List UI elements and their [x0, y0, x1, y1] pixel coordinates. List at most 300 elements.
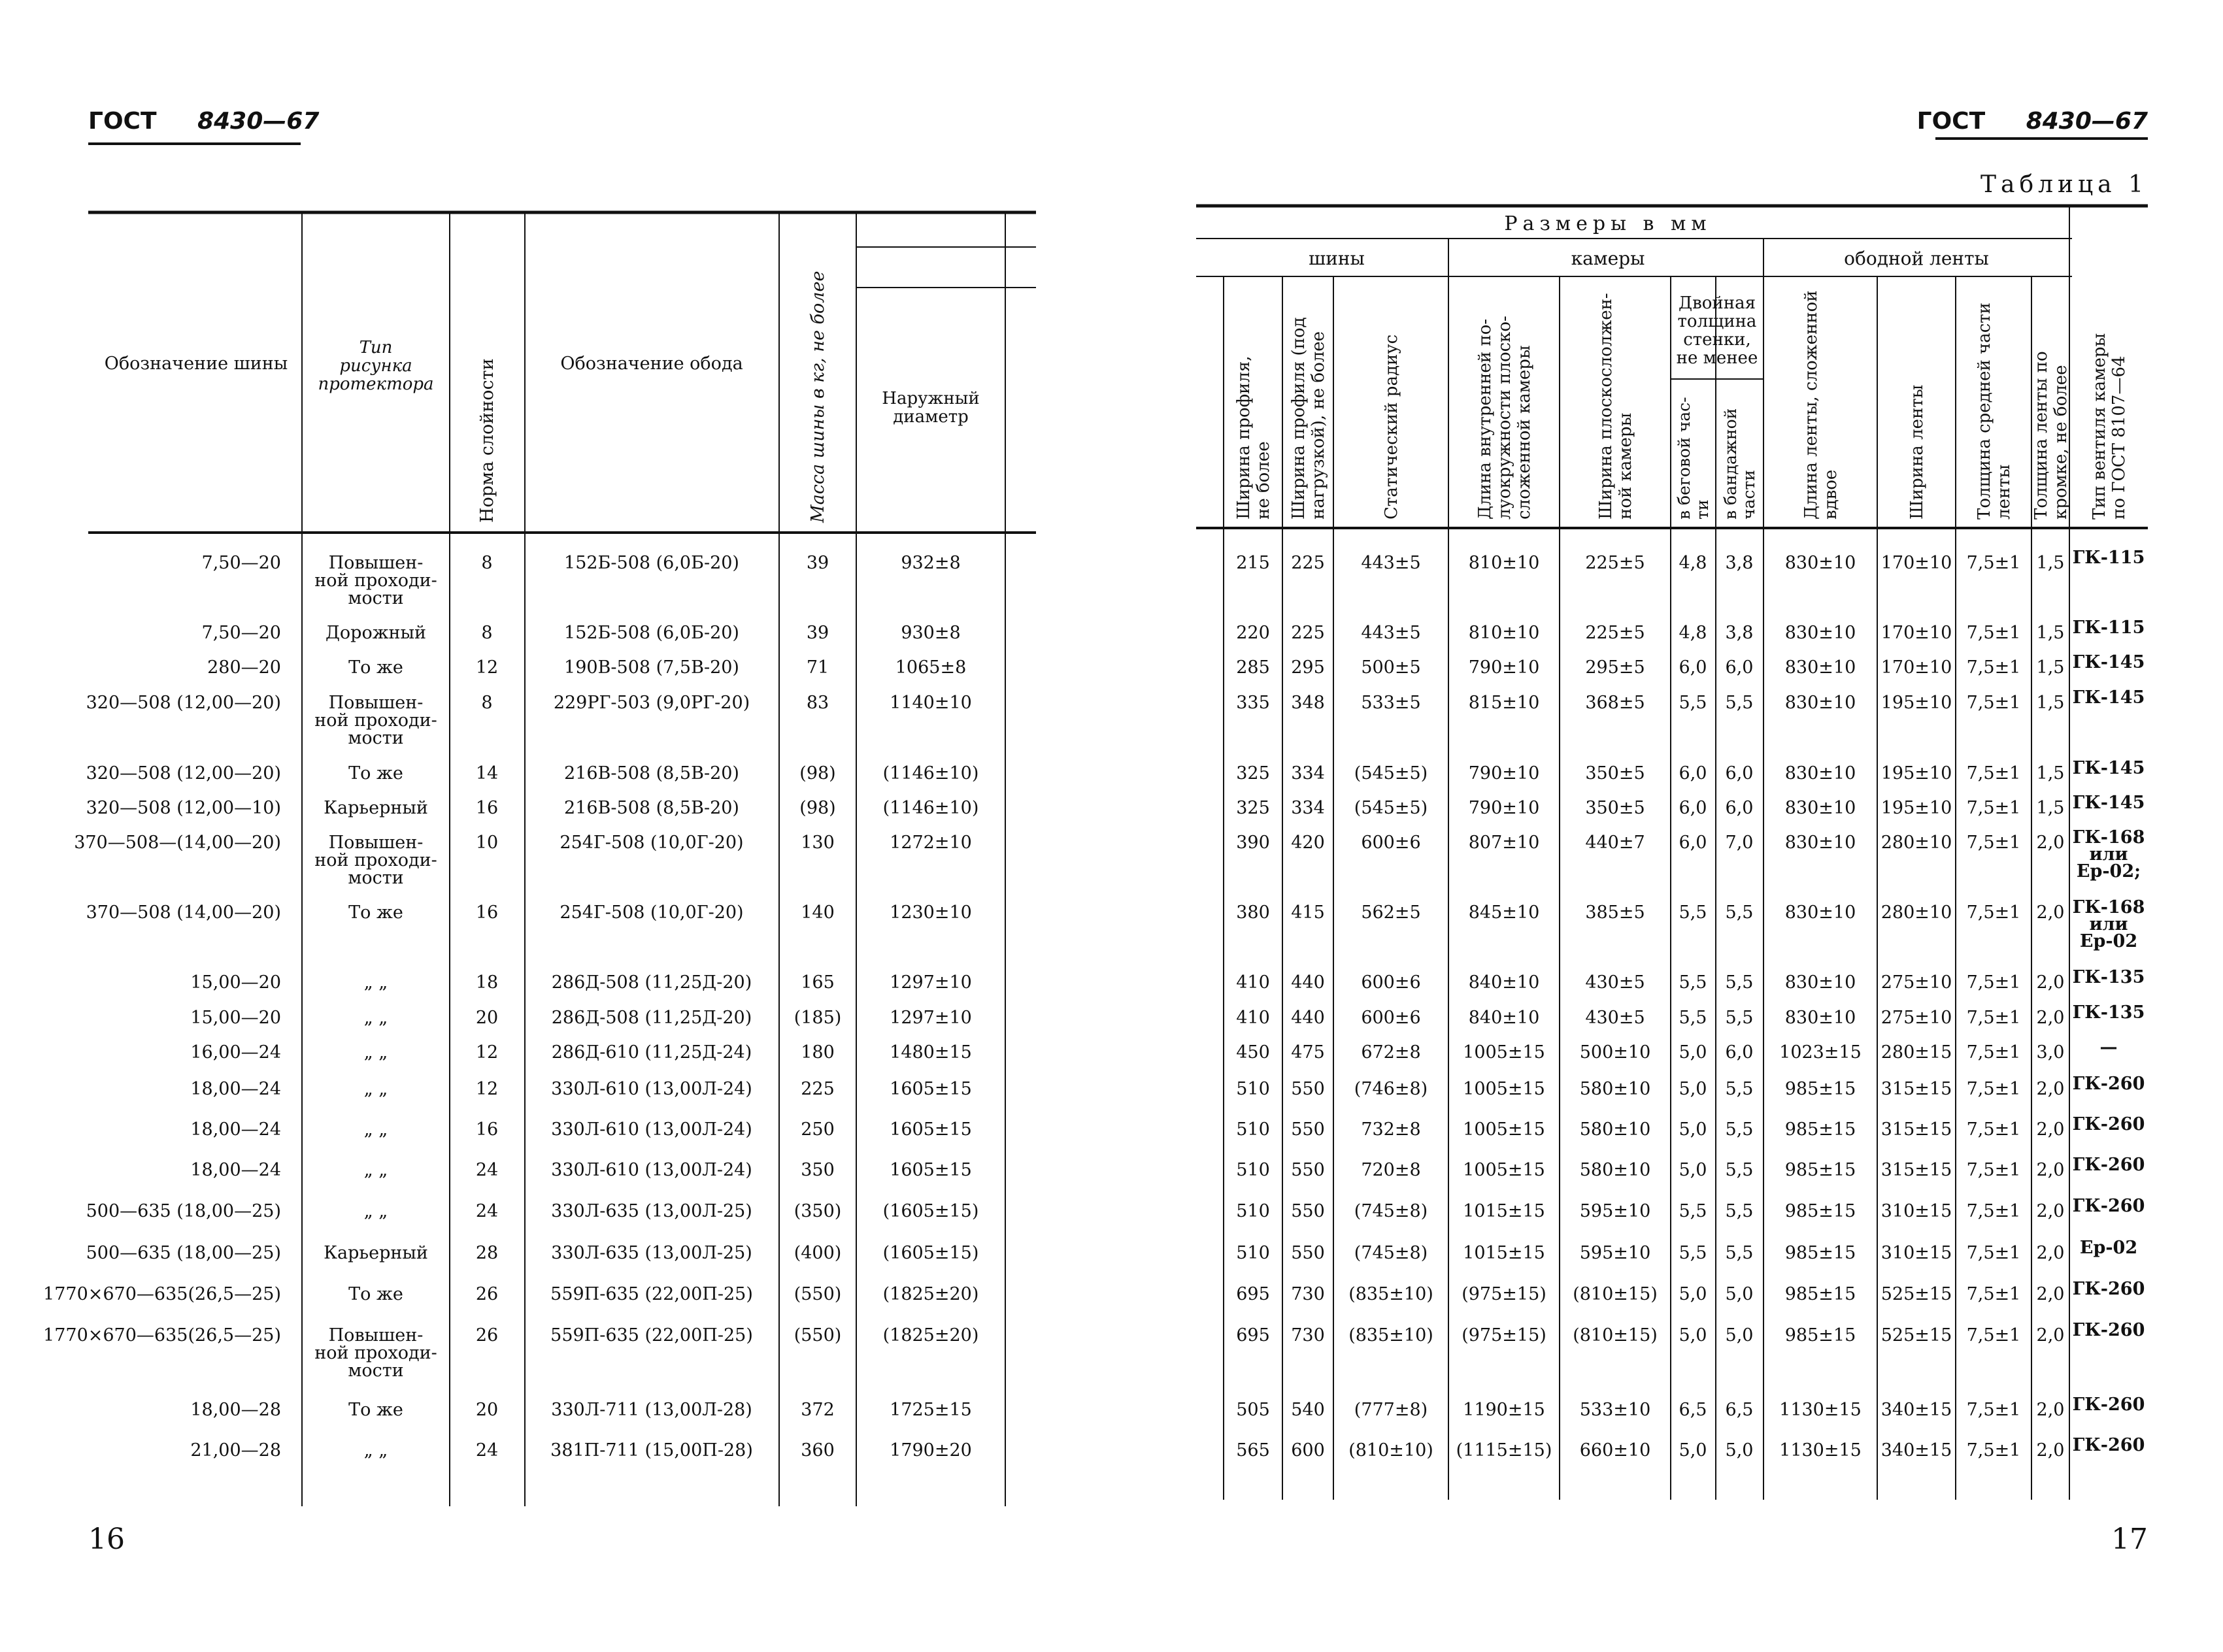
tread-type: Повышен- [328, 833, 424, 853]
size-value: 340±15 [1880, 1440, 1952, 1461]
tread-type: Повышен- [328, 1325, 424, 1346]
size-value: 1,5 [2036, 553, 2065, 573]
size-value: 7,5±1 [1966, 1440, 2021, 1461]
size-value: 310±15 [1880, 1243, 1952, 1263]
size-value: 5,5 [1679, 972, 1707, 993]
size-value: 334 [1291, 798, 1325, 818]
size-value: 730 [1291, 1325, 1325, 1346]
size-value: 5,5 [1679, 1201, 1707, 1221]
size-value: 7,5±1 [1966, 1079, 2021, 1099]
tread-type: Повышен- [328, 553, 424, 573]
size-value: 600±6 [1361, 972, 1421, 993]
size-value: 830±10 [1784, 972, 1856, 993]
size-value: 1023±15 [1779, 1042, 1862, 1063]
size-value: 225±5 [1585, 623, 1645, 643]
size-value: 985±15 [1784, 1284, 1856, 1304]
header-valve: Тип вентиля камеры [2090, 333, 2109, 520]
outer-diameter: 1480±15 [890, 1042, 972, 1063]
size-value: 450 [1236, 1042, 1270, 1063]
rim-designation: 330Л-610 (13,00Л-24) [551, 1160, 752, 1180]
size-value: 420 [1291, 833, 1325, 853]
rim-designation: 330Л-635 (13,00Л-25) [551, 1201, 752, 1221]
size-value: 830±10 [1784, 553, 1856, 573]
size-value: 830±10 [1784, 833, 1856, 853]
tread-type: мости [348, 868, 404, 888]
size-value: 5,5 [1679, 1008, 1707, 1028]
size-value: 510 [1236, 1119, 1270, 1140]
size-value: 3,0 [2036, 1042, 2065, 1063]
rim-designation: 254Г-508 (10,0Г-20) [560, 902, 744, 923]
size-value: 6,0 [1679, 798, 1707, 818]
size-value: 275±10 [1880, 972, 1952, 993]
rim-designation: 229РГ-503 (9,0РГ-20) [553, 693, 750, 713]
rim-designation: 330Л-610 (13,00Л-24) [551, 1079, 752, 1099]
size-value: 720±8 [1361, 1160, 1421, 1180]
size-value: 600±6 [1361, 833, 1421, 853]
size-value: 315±15 [1880, 1160, 1952, 1180]
size-value: 7,5±1 [1966, 972, 2021, 993]
rim-designation: 216В-508 (8,5В-20) [564, 798, 739, 818]
size-value: 368±5 [1585, 693, 1645, 713]
outer-diameter: (1605±15) [882, 1243, 979, 1263]
size-value: 5,5 [1725, 1119, 1754, 1140]
size-value: 295 [1291, 657, 1325, 678]
size-value: 2,0 [2036, 1284, 2065, 1304]
size-value: 5,0 [1679, 1160, 1707, 1180]
ply-rating: 24 [475, 1440, 499, 1461]
tire-mass: (400) [794, 1243, 842, 1263]
size-value: 985±15 [1784, 1243, 1856, 1263]
size-value: 580±10 [1579, 1079, 1651, 1099]
tire-mass: 39 [806, 553, 829, 573]
size-value: (975±15) [1462, 1325, 1546, 1346]
valve-type: Ер-02; [2076, 861, 2141, 882]
header-flap-width: Ширина ленты [1907, 384, 1927, 520]
tread-type: Повышен- [328, 693, 424, 713]
size-value: 985±15 [1784, 1119, 1856, 1140]
size-value: (746±8) [1354, 1079, 1428, 1099]
tread-type: „ „ [363, 1042, 388, 1063]
tread-type: „ „ [363, 1008, 388, 1028]
tire-designation: 370—508—(14,00—20) [74, 833, 281, 853]
tire-mass: 165 [801, 972, 835, 993]
tire-designation: 1770×670—635(26,5—25) [43, 1284, 281, 1304]
size-value: 5,0 [1679, 1042, 1707, 1063]
size-value: 830±10 [1784, 763, 1856, 784]
tire-designation: 18,00—28 [190, 1400, 281, 1420]
tire-designation: 18,00—24 [190, 1119, 281, 1140]
size-value: 600 [1291, 1440, 1325, 1461]
tread-type: Дорожный [325, 623, 427, 643]
ply-rating: 12 [475, 1079, 499, 1099]
size-value: 1130±15 [1779, 1440, 1862, 1461]
size-value: 1,5 [2036, 657, 2065, 678]
size-value: 7,5±1 [1966, 1243, 2021, 1263]
size-value: 580±10 [1579, 1119, 1651, 1140]
size-value: 5,5 [1725, 972, 1754, 993]
size-value: 810±10 [1468, 553, 1540, 573]
outer-diameter: 1297±10 [890, 972, 972, 993]
header-outer-diameter: диаметр [893, 407, 969, 427]
header-flap-group: ободной ленты [1844, 248, 1989, 269]
valve-type: ГК-145 [2072, 687, 2145, 708]
size-value: 510 [1236, 1201, 1270, 1221]
size-value: 2,0 [2036, 1008, 2065, 1028]
size-value: 7,0 [1725, 833, 1754, 853]
size-value: 2,0 [2036, 1440, 2065, 1461]
size-value: 1,5 [2036, 763, 2065, 784]
size-value: 510 [1236, 1160, 1270, 1180]
size-value: 2,0 [2036, 833, 2065, 853]
size-value: 1005±15 [1463, 1119, 1545, 1140]
size-value: 510 [1236, 1079, 1270, 1099]
header-flap-length: вдвое [1821, 469, 1841, 520]
rim-designation: 152Б-508 (6,0Б-20) [564, 623, 739, 643]
tread-type: „ „ [363, 972, 388, 993]
valve-type: ГК-115 [2072, 618, 2145, 638]
ply-rating: 8 [481, 553, 493, 573]
rim-designation: 330Л-711 (13,00Л-28) [551, 1400, 752, 1420]
size-value: 790±10 [1468, 798, 1540, 818]
ply-rating: 26 [475, 1284, 499, 1304]
header-tube-length: луокружности плоско- [1495, 316, 1514, 520]
size-value: 810±10 [1468, 623, 1540, 643]
header-ply: Норма слойности [477, 358, 497, 523]
header-valve: по ГОСТ 8107—64 [2109, 355, 2129, 520]
left-header-gost: ГОСТ [88, 108, 157, 135]
size-value: (810±10) [1348, 1440, 1433, 1461]
valve-type: ГК-260 [2072, 1155, 2145, 1175]
size-value: 430±5 [1585, 972, 1645, 993]
tread-type: ной проходи- [314, 1343, 437, 1363]
size-value: 195±10 [1880, 693, 1952, 713]
header-double-wall: стенки, [1683, 330, 1751, 350]
tread-type: „ „ [363, 1440, 388, 1461]
size-value: 4,8 [1679, 553, 1707, 573]
header-tread: Тип [359, 338, 393, 357]
header-tube-group: камеры [1571, 248, 1645, 269]
size-value: 830±10 [1784, 623, 1856, 643]
header-flap-edge: кромке, не более [2051, 365, 2071, 520]
tire-designation: 15,00—20 [190, 1008, 281, 1028]
size-value: 5,0 [1725, 1325, 1754, 1346]
size-value: 1,5 [2036, 623, 2065, 643]
size-value: 1190±15 [1463, 1400, 1545, 1420]
tread-type: То же [348, 763, 403, 784]
rim-designation: 381П-711 (15,00П-28) [550, 1440, 753, 1461]
size-value: 2,0 [2036, 1400, 2065, 1420]
header-flap-length: Длина ленты, сложенной [1801, 290, 1821, 520]
header-profile-width: не более [1254, 441, 1273, 520]
left-page [0, 0, 1105, 1652]
valve-type: ГК-260 [2072, 1435, 2145, 1455]
tire-mass: (98) [799, 798, 836, 818]
rim-designation: 330Л-635 (13,00Л-25) [551, 1243, 752, 1263]
size-value: 6,0 [1725, 1042, 1754, 1063]
tire-mass: 372 [801, 1400, 835, 1420]
header-bead-part: части [1739, 470, 1758, 520]
size-value: 3,8 [1725, 553, 1754, 573]
header-tube-width: Ширина плоскослолжен- [1596, 293, 1616, 520]
tire-mass: 225 [801, 1079, 835, 1099]
size-value: 2,0 [2036, 1201, 2065, 1221]
size-value: 6,5 [1679, 1400, 1707, 1420]
tread-type: То же [348, 1400, 403, 1420]
tread-type: „ „ [363, 1119, 388, 1140]
valve-type: ГК-145 [2072, 758, 2145, 778]
tread-type: ной проходи- [314, 850, 437, 870]
size-value: 1,5 [2036, 693, 2065, 713]
size-value: 533±10 [1579, 1400, 1651, 1420]
size-value: 7,5±1 [1966, 833, 2021, 853]
tire-mass: (550) [794, 1284, 842, 1304]
left-table [0, 0, 1105, 1652]
header-profile-width-load: нагрузкой), не более [1309, 331, 1328, 520]
valve-type: Ер-02 [2079, 931, 2138, 951]
size-value: 6,5 [1725, 1400, 1754, 1420]
tire-designation: 1770×670—635(26,5—25) [43, 1325, 281, 1346]
size-value: 7,5±1 [1966, 1201, 2021, 1221]
size-value: 334 [1291, 763, 1325, 784]
size-value: 5,5 [1725, 1201, 1754, 1221]
size-value: 5,5 [1679, 902, 1707, 923]
size-value: 2,0 [2036, 902, 2065, 923]
tire-designation: 280—20 [207, 657, 281, 678]
right-header-gost: ГОСТ [1916, 108, 1986, 135]
size-value: 350±5 [1585, 763, 1645, 784]
size-value: 1,5 [2036, 798, 2065, 818]
outer-diameter: 1297±10 [890, 1008, 972, 1028]
size-value: 533±5 [1361, 693, 1421, 713]
size-value: 7,5±1 [1966, 763, 2021, 784]
valve-type: ГК-168 [2072, 897, 2145, 917]
size-value: 2,0 [2036, 1325, 2065, 1346]
tread-type: Карьерный [324, 1243, 428, 1263]
size-value: 2,0 [2036, 1160, 2065, 1180]
size-value: 325 [1236, 763, 1270, 784]
outer-diameter: 1605±15 [890, 1119, 972, 1140]
size-value: 7,5±1 [1966, 553, 2021, 573]
valve-type: ГК-260 [2072, 1279, 2145, 1299]
tire-designation: 15,00—20 [190, 972, 281, 993]
size-value: 315±15 [1880, 1079, 1952, 1099]
size-value: 510 [1236, 1243, 1270, 1263]
tire-designation: 500—635 (18,00—25) [86, 1243, 281, 1263]
header-profile-width-load: Ширина профиля (под [1289, 317, 1309, 520]
size-value: 7,5±1 [1966, 798, 2021, 818]
tread-type: То же [348, 657, 403, 678]
size-value: (745±8) [1354, 1243, 1428, 1263]
size-value: 440 [1291, 1008, 1325, 1028]
size-value: 5,5 [1725, 1243, 1754, 1263]
valve-type: ГК-260 [2072, 1114, 2145, 1134]
ply-rating: 12 [475, 657, 499, 678]
size-value: 5,5 [1725, 1008, 1754, 1028]
tire-mass: 360 [801, 1440, 835, 1461]
size-value: 6,0 [1725, 657, 1754, 678]
tire-mass: 180 [801, 1042, 835, 1063]
header-tread: рисунка [339, 356, 412, 376]
valve-type: ГК-115 [2072, 548, 2145, 568]
size-value: 5,0 [1679, 1119, 1707, 1140]
size-value: 225±5 [1585, 553, 1645, 573]
size-value: 5,5 [1725, 902, 1754, 923]
size-value: 550 [1291, 1079, 1325, 1099]
outer-diameter: 1725±15 [890, 1400, 972, 1420]
ply-rating: 24 [475, 1160, 499, 1180]
tire-designation: 18,00—24 [190, 1079, 281, 1099]
outer-diameter: 1790±20 [890, 1440, 972, 1461]
rim-designation: 286Д-508 (11,25Д-20) [551, 972, 752, 993]
size-value: 580±10 [1579, 1160, 1651, 1180]
size-value: 5,0 [1725, 1440, 1754, 1461]
header-outer-diameter: Наружный [882, 389, 980, 408]
outer-diameter: 1065±8 [895, 657, 967, 678]
valve-type: ГК-135 [2072, 1002, 2145, 1023]
header-tire-group: шины [1309, 248, 1365, 269]
valve-type: ГК-260 [2072, 1395, 2145, 1415]
size-value: 1015±15 [1463, 1243, 1545, 1263]
size-value: 5,5 [1679, 1243, 1707, 1263]
valve-type: или [2089, 914, 2128, 934]
tire-mass: 83 [806, 693, 829, 713]
outer-diameter: (1146±10) [882, 763, 979, 784]
size-value: 3,8 [1725, 623, 1754, 643]
tire-mass: 130 [801, 833, 835, 853]
size-value: 7,5±1 [1966, 693, 2021, 713]
size-value: 790±10 [1468, 657, 1540, 678]
size-value: 550 [1291, 1243, 1325, 1263]
rim-designation: 286Д-610 (11,25Д-24) [551, 1042, 752, 1063]
ply-rating: 12 [475, 1042, 499, 1063]
header-tread-part: в беговой час- [1675, 397, 1694, 520]
size-value: 695 [1236, 1284, 1270, 1304]
size-value: 5,0 [1679, 1440, 1707, 1461]
size-value: 830±10 [1784, 693, 1856, 713]
size-value: 505 [1236, 1400, 1270, 1420]
size-value: (1115±15) [1456, 1440, 1552, 1461]
header-rim: Обозначение обода [560, 354, 743, 374]
size-value: 5,0 [1679, 1284, 1707, 1304]
tire-mass: (185) [794, 1008, 842, 1028]
size-value: 985±15 [1784, 1079, 1856, 1099]
tire-mass: 350 [801, 1160, 835, 1180]
tire-mass: (550) [794, 1325, 842, 1346]
size-value: 840±10 [1468, 1008, 1540, 1028]
size-value: 5,5 [1725, 1160, 1754, 1180]
outer-diameter: 1140±10 [890, 693, 972, 713]
size-value: 1130±15 [1779, 1400, 1862, 1420]
size-value: 2,0 [2036, 972, 2065, 993]
size-value: 170±10 [1880, 657, 1952, 678]
header-tube-width: ной камеры [1616, 412, 1635, 520]
valve-type: ГК-145 [2072, 793, 2145, 813]
size-value: 660±10 [1579, 1440, 1651, 1461]
size-value: 830±10 [1784, 798, 1856, 818]
valve-type: ГК-135 [2072, 967, 2145, 987]
tire-designation: 320—508 (12,00—20) [86, 693, 281, 713]
ply-rating: 24 [475, 1201, 499, 1221]
rim-designation: 559П-635 (22,00П-25) [550, 1284, 753, 1304]
header-double-wall: не менее [1676, 348, 1758, 368]
left-header-number: 8430—67 [197, 108, 320, 135]
size-value: 807±10 [1468, 833, 1540, 853]
size-value: 550 [1291, 1160, 1325, 1180]
size-value: (545±5) [1354, 763, 1428, 784]
size-value: 220 [1236, 623, 1270, 643]
tire-designation: 320—508 (12,00—10) [86, 798, 281, 818]
size-value: 5,0 [1679, 1079, 1707, 1099]
ply-rating: 18 [475, 972, 499, 993]
outer-diameter: 932±8 [901, 553, 961, 573]
size-value: 443±5 [1361, 553, 1421, 573]
outer-diameter: 1272±10 [890, 833, 972, 853]
size-value: 550 [1291, 1119, 1325, 1140]
ply-rating: 14 [475, 763, 499, 784]
ply-rating: 16 [475, 798, 499, 818]
size-value: (777±8) [1354, 1400, 1428, 1420]
size-value: 985±15 [1784, 1160, 1856, 1180]
size-value: 1005±15 [1463, 1160, 1545, 1180]
size-value: 595±10 [1579, 1201, 1651, 1221]
size-value: (810±15) [1573, 1325, 1658, 1346]
size-value: 7,5±1 [1966, 657, 2021, 678]
header-flap-edge: Толщина ленты по [2031, 351, 2051, 520]
rim-designation: 216В-508 (8,5В-20) [564, 763, 739, 784]
outer-diameter: (1825±20) [882, 1284, 979, 1304]
header-profile-width: Ширина профиля, [1234, 355, 1254, 520]
header-double-wall: толщина [1677, 312, 1757, 331]
size-value: 7,5±1 [1966, 1284, 2021, 1304]
outer-diameter: (1146±10) [882, 798, 979, 818]
tire-mass: 250 [801, 1119, 835, 1140]
tread-type: мости [348, 588, 404, 608]
size-value: 500±5 [1361, 657, 1421, 678]
size-value: 6,0 [1725, 798, 1754, 818]
tire-designation: 500—635 (18,00—25) [86, 1201, 281, 1221]
size-value: 595±10 [1579, 1243, 1651, 1263]
tire-designation: 21,00—28 [190, 1440, 281, 1461]
size-value: 985±15 [1784, 1201, 1856, 1221]
size-value: 380 [1236, 902, 1270, 923]
size-value: 410 [1236, 972, 1270, 993]
size-value: 562±5 [1361, 902, 1421, 923]
ply-rating: 16 [475, 1119, 499, 1140]
size-value: 385±5 [1585, 902, 1645, 923]
header-tube-length: Длина внутренней по- [1475, 318, 1495, 520]
header-static-radius: Статический радиус [1382, 334, 1401, 520]
size-value: 170±10 [1880, 623, 1952, 643]
header-double-wall: Двойная [1679, 293, 1756, 313]
size-value: 350±5 [1585, 798, 1645, 818]
outer-diameter: 1605±15 [890, 1079, 972, 1099]
tire-mass: 39 [806, 623, 829, 643]
size-value: 525±15 [1880, 1284, 1952, 1304]
size-value: 815±10 [1468, 693, 1540, 713]
size-value: (745±8) [1354, 1201, 1428, 1221]
size-value: 1005±15 [1463, 1042, 1545, 1063]
size-value: (975±15) [1462, 1284, 1546, 1304]
size-value: 325 [1236, 798, 1270, 818]
size-value: 340±15 [1880, 1400, 1952, 1420]
size-value: (810±15) [1573, 1284, 1658, 1304]
rim-designation: 190В-508 (7,5В-20) [564, 657, 739, 678]
tread-type: ной проходи- [314, 570, 437, 591]
valve-type: или [2089, 844, 2128, 865]
tire-designation: 320—508 (12,00—20) [86, 763, 281, 784]
size-value: 280±10 [1880, 833, 1952, 853]
tire-designation: 16,00—24 [190, 1042, 281, 1063]
